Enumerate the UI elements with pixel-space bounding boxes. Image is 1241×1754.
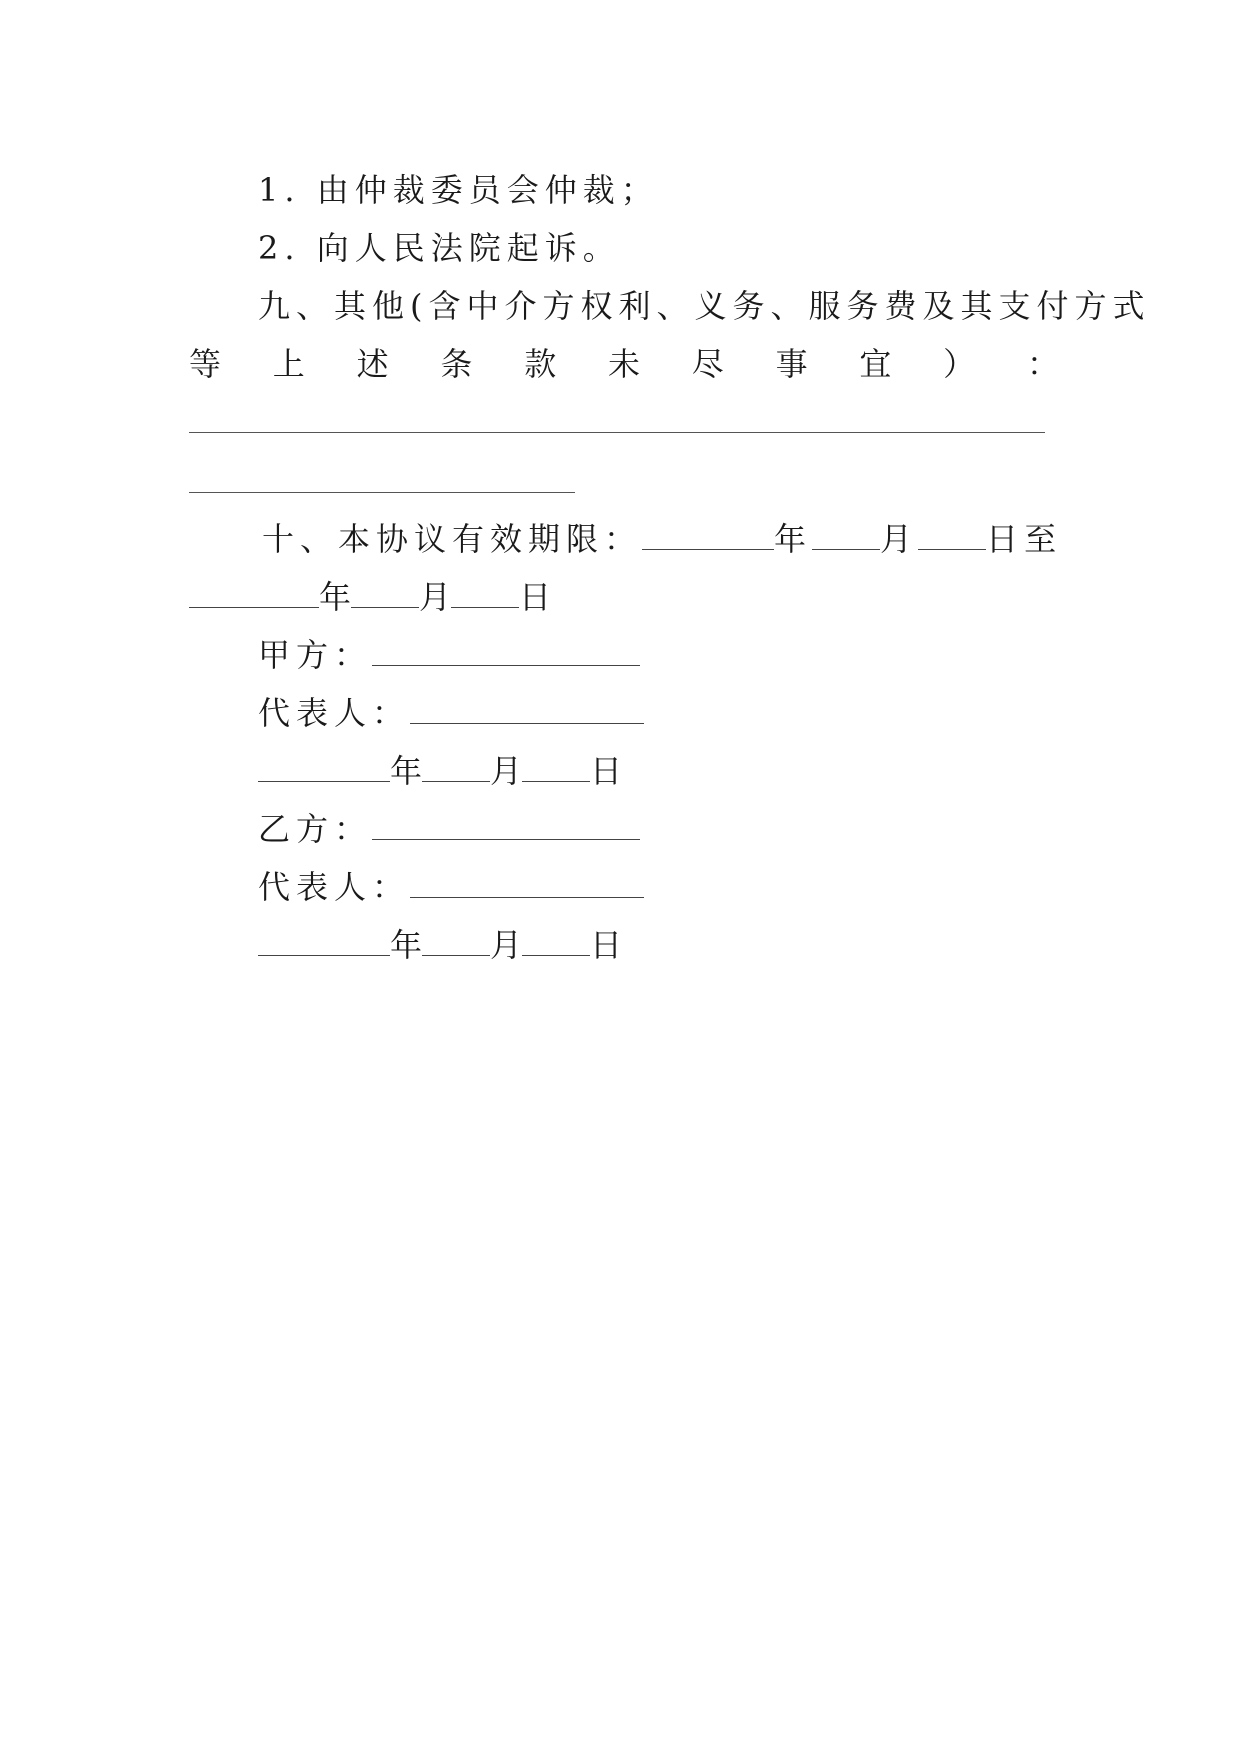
party-b-month-blank[interactable] xyxy=(422,927,490,956)
party-a-year-blank[interactable] xyxy=(258,753,390,782)
party-b-label: 乙方： xyxy=(258,810,373,848)
justified-char: 条 xyxy=(440,345,473,383)
party-b-rep-blank[interactable] xyxy=(410,869,644,898)
day-char: 日 xyxy=(590,752,623,790)
dispute-option-2: 2. 向人民法院起诉。 xyxy=(258,229,621,267)
clause-9-heading: 九、其他(含中介方权利、义务、服务费及其支付方式 xyxy=(258,287,1151,325)
party-a-rep-label: 代表人： xyxy=(258,694,411,732)
day-char: 日 xyxy=(986,520,1025,558)
party-b-line xyxy=(258,809,640,849)
party-b-rep-label: 代表人： xyxy=(258,868,411,906)
start-year-blank[interactable] xyxy=(642,521,774,550)
to-char: 至 xyxy=(1024,520,1063,558)
party-a-rep-blank[interactable] xyxy=(410,695,644,724)
justified-char: 未 xyxy=(607,345,640,383)
justified-char: 款 xyxy=(524,345,557,383)
justified-char: 述 xyxy=(356,345,389,383)
clause-9-fill-line-2[interactable] xyxy=(189,492,575,493)
year-char: 年 xyxy=(390,926,423,964)
party-a-label: 甲方： xyxy=(258,636,373,674)
justified-char: 事 xyxy=(775,345,808,383)
party-b-date-line xyxy=(258,925,622,965)
justified-char: ） xyxy=(943,345,976,383)
start-month-blank[interactable] xyxy=(812,521,880,550)
justified-char: 宜 xyxy=(859,345,892,383)
party-a-line xyxy=(258,635,640,675)
year-char: 年 xyxy=(390,752,423,790)
justified-char: 等 xyxy=(189,345,222,383)
party-a-blank[interactable] xyxy=(372,637,640,666)
dispute-option-1: 1. 由仲裁委员会仲裁； xyxy=(258,171,659,209)
end-year-blank[interactable] xyxy=(189,579,319,608)
year-char: 年 xyxy=(774,520,813,558)
justified-char: 尽 xyxy=(691,345,724,383)
party-b-day-blank[interactable] xyxy=(522,927,590,956)
day-char: 日 xyxy=(590,926,623,964)
month-char: 月 xyxy=(880,520,919,558)
day-char: 日 xyxy=(519,578,552,616)
clause-9-continuation xyxy=(189,344,1059,384)
year-char: 年 xyxy=(319,578,352,616)
justified-char: 上 xyxy=(272,345,305,383)
start-day-blank[interactable] xyxy=(918,521,986,550)
month-char: 月 xyxy=(490,752,523,790)
party-a-date-line xyxy=(258,751,622,791)
justified-char: ： xyxy=(1026,345,1059,383)
party-b-year-blank[interactable] xyxy=(258,927,390,956)
party-b-rep-line xyxy=(258,867,644,907)
month-char: 月 xyxy=(419,578,452,616)
clause-10-line-1 xyxy=(262,519,1062,559)
clause-10-label: 十、本协议有效期限： xyxy=(262,520,643,558)
clause-9-fill-line-1[interactable] xyxy=(189,432,1045,433)
end-month-blank[interactable] xyxy=(351,579,419,608)
party-a-day-blank[interactable] xyxy=(522,753,590,782)
party-b-blank[interactable] xyxy=(372,811,640,840)
month-char: 月 xyxy=(490,926,523,964)
party-a-month-blank[interactable] xyxy=(422,753,490,782)
clause-10-line-2 xyxy=(189,577,551,617)
end-day-blank[interactable] xyxy=(451,579,519,608)
party-a-rep-line xyxy=(258,693,644,733)
